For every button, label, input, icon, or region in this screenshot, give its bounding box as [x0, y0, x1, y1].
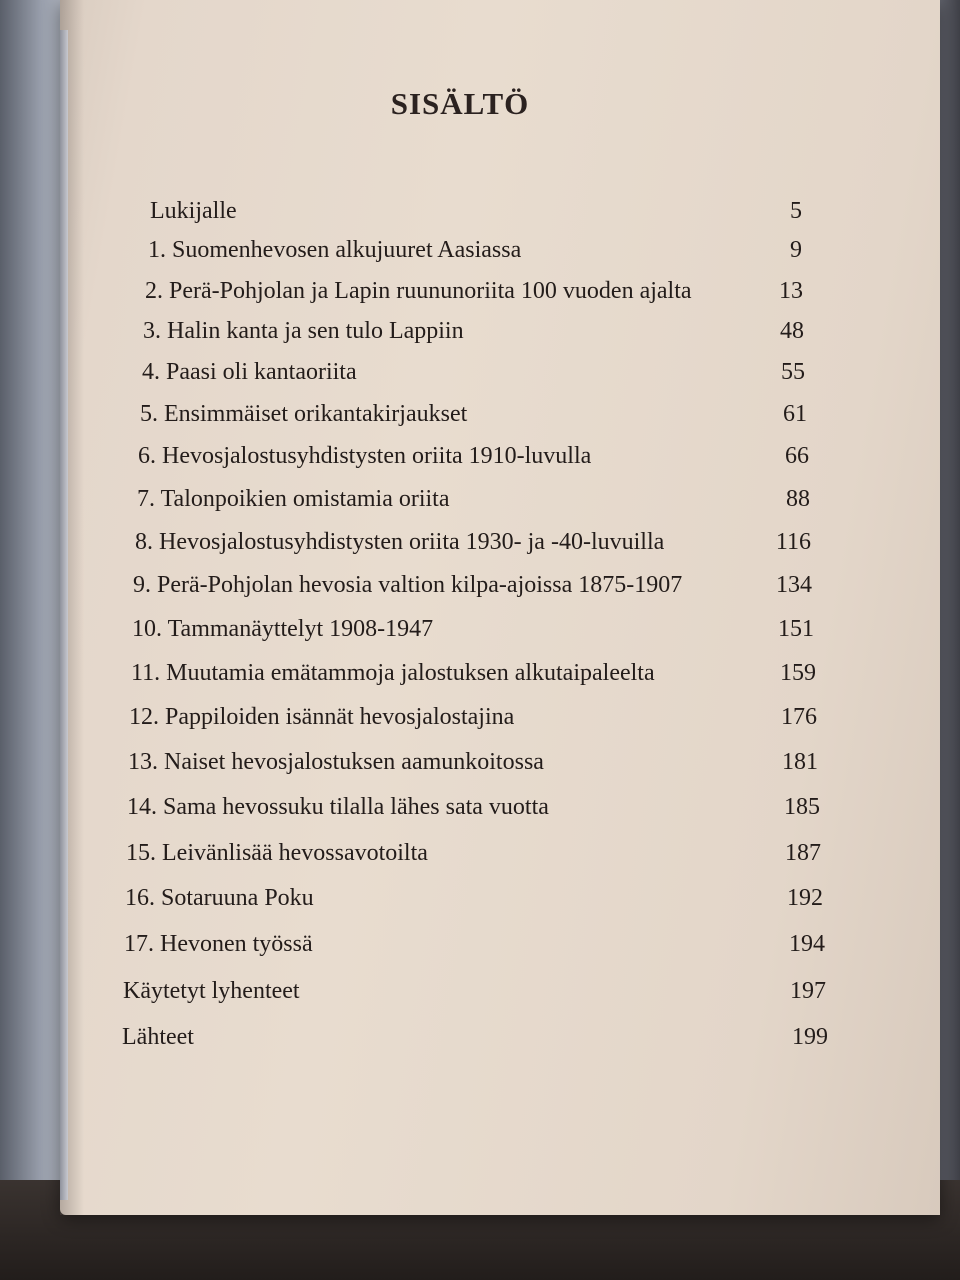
toc-entry-page-number: 181 [782, 749, 818, 775]
toc-entry-title: 7. Talonpoikien omistamia oriita [137, 486, 450, 512]
toc-entry-page-number: 116 [775, 529, 811, 555]
toc-entry-page-number: 176 [781, 704, 817, 730]
toc-entry-title: Lähteet [122, 1024, 194, 1050]
toc-entry-page-number: 197 [790, 978, 826, 1004]
toc-entry-page-number: 88 [786, 486, 810, 512]
toc-entry-title: 8. Hevosjalostusyhdistysten oriita 1930- ja -40-luvuilla [135, 529, 665, 555]
toc-entry-page-number: 134 [776, 572, 812, 598]
toc-entry-title: 17. Hevonen työssä [124, 931, 313, 957]
toc-entry-title: 4. Paasi oli kantaoriita [142, 359, 357, 385]
page-title: SISÄLTÖ [390, 86, 530, 121]
toc-entry-page-number: 48 [780, 318, 804, 344]
toc-entry-title: 5. Ensimmäiset orikantakirjaukset [140, 401, 468, 427]
toc-entry-title: 1. Suomenhevosen alkujuuret Aasiassa [148, 237, 522, 263]
toc-entry-page-number: 151 [778, 616, 814, 642]
toc-entry-page-number: 194 [789, 931, 825, 957]
toc-entry-title: 3. Halin kanta ja sen tulo Lappiin [143, 318, 464, 344]
toc-entry-page-number: 159 [780, 660, 816, 686]
toc-entry-title: Käytetyt lyhenteet [123, 978, 300, 1004]
toc-entry-title: 9. Perä-Pohjolan hevosia valtion kilpa-ajoissa 1875-1907 [133, 572, 683, 598]
toc-entry-title: 11. Muutamia emätammoja jalostuksen alkutaipaleelta [131, 660, 655, 686]
toc-entry-page-number: 66 [785, 443, 809, 469]
toc-entry-page-number: 61 [783, 401, 807, 427]
toc-entry-title: 15. Leivänlisää hevossavotoilta [126, 840, 428, 866]
toc-entry-page-number: 13 [779, 278, 803, 304]
toc-entry-page-number: 192 [787, 885, 823, 911]
toc-entry-title: Lukijalle [150, 198, 237, 224]
toc-entry-title: 6. Hevosjalostusyhdistysten oriita 1910-luvulla [138, 443, 592, 469]
toc-entry-title: 14. Sama hevossuku tilalla lähes sata vuotta [127, 794, 549, 820]
toc-entry-title: 13. Naiset hevosjalostuksen aamunkoitossa [128, 749, 544, 775]
toc-entry-title: 12. Pappiloiden isännät hevosjalostajina [129, 704, 515, 730]
toc-entry-page-number: 55 [781, 359, 805, 385]
toc-entry-page-number: 5 [790, 198, 802, 224]
toc-entry-title: 16. Sotaruuna Poku [125, 885, 314, 911]
toc-entry-page-number: 199 [792, 1024, 828, 1050]
toc-entry-page-number: 185 [784, 794, 820, 820]
toc-entry-title: 10. Tammanäyttelyt 1908-1947 [132, 616, 434, 642]
toc-entry-page-number: 187 [785, 840, 821, 866]
toc-entry-title: 2. Perä-Pohjolan ja Lapin ruununoriita 100 vuoden ajalta [145, 278, 692, 304]
toc-entry-page-number: 9 [790, 237, 802, 263]
